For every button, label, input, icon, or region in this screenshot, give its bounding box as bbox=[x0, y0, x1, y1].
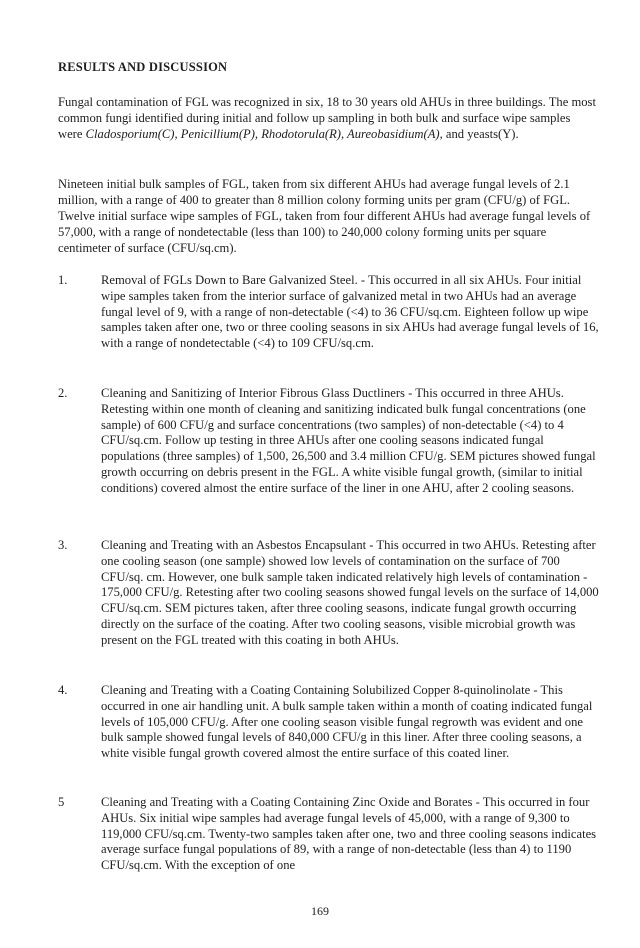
list-item-text: Removal of FGLs Down to Bare Galvanized Steel. - This occurred in all six AHUs. Four initial wipe samples taken from the interior surface of galvanized metal in two AHUs had an average fungal level of 9, with a range of non-detectable (<4) to 36 CFU/sq.cm. Eighteen follow up wipe samples taken after one, two or three cooling seasons in six AHUs had average fungal levels of 16, with a range of nondetectable (<4) to 109 CFU/sq.cm. bbox=[101, 273, 599, 351]
intro-text-before: Fungal contamination of FGL was recognized in six, 18 to 30 years old AHUs in three buildings. The most common fungi identified during initial and follow up sampling in both bulk and surface wipe samples were bbox=[58, 95, 596, 141]
list-item-1 bbox=[58, 273, 603, 352]
list-item-4 bbox=[58, 683, 603, 762]
list-item-text: Cleaning and Sanitizing of Interior Fibrous Glass Ductliners - This occurred in three AHUs. Retesting within one month of cleaning and sanitizing indicated bulk fungal concentrations (one sample) of 600 CFU/g and surface concentrations (two samples) of non-detectable (<4) to 4 CFU/sq.cm. Follow up testing in three AHUs after one cooling seasons indicated fungal populations (three samples) of 1,500, 26,500 and 3.4 million CFU/g. SEM pictures showed fungal growth occurring on debris present in the FGL. A white visible fungal growth, (similar to initial conditions) covered almost the entire surface of the liner in one AHU, after 2 cooling seasons. bbox=[101, 386, 596, 495]
section-heading: RESULTS AND DISCUSSION bbox=[58, 60, 228, 74]
list-item-text: Cleaning and Treating with an Asbestos Encapsulant - This occurred in two AHUs. Retesting after one cooling season (one sample) showed low levels of contamination on the surface of 700 CFU/sq. cm. However, one bulk sample taken indicated relatively high levels of contamination - 175,000 CFU/g. Retesting after two cooling seasons showed fungal levels on the surface of 14,000 CFU/sq.cm. SEM pictures taken, after three cooling seasons, indicate fungal growth occurring directly on the surface of the coating. After two cooling seasons, visible microbial growth was present on the FGL treated with this coating in both AHUs. bbox=[101, 538, 599, 647]
intro-text-after: and yeasts(Y). bbox=[442, 127, 519, 141]
list-item-number: 1. bbox=[58, 273, 68, 287]
list-item-2 bbox=[58, 386, 603, 497]
list-item-number: 2. bbox=[58, 386, 68, 400]
intro-paragraph bbox=[58, 94, 598, 142]
list-item-number: 5 bbox=[58, 795, 65, 809]
bulk-sample-paragraph: Nineteen initial bulk samples of FGL, taken from six different AHUs had average fungal levels of 2.1 million, with a range of 400 to greater than 8 million colony forming units per gram (CFU/g) of FGL. Twelve initial surface wipe samples of FGL, taken from four different AHUs had average fungal levels of 57,000, with a range of nondetectable (less than 100) to 240,000 colony forming units per square centimeter of surface (CFU/sq.cm). bbox=[58, 177, 591, 255]
list-item-number: 3. bbox=[58, 538, 68, 552]
list-item-text: Cleaning and Treating with a Coating Containing Zinc Oxide and Borates - This occurred in four AHUs. Six initial wipe samples had average fungal levels of 45,000, with a range of 9,300 to 119,000 CFU/sq.cm. Twenty-two samples taken after one, two and three cooling seasons indicates average surface fungal populations of 89, with a range of non-detectable (less than 4) to 1190 CFU/sq.cm. With the exception of one bbox=[101, 795, 597, 873]
fungi-names: Cladosporium(C), Penicillium(P), Rhodotorula(R), Aureobasidium(A), bbox=[85, 127, 443, 141]
page-number: 169 bbox=[311, 904, 329, 918]
list-item-5 bbox=[58, 795, 603, 874]
list-item-number: 4. bbox=[58, 683, 68, 697]
list-item-3 bbox=[58, 538, 603, 649]
list-item-text: Cleaning and Treating with a Coating Containing Solubilized Copper 8-quinolinolate - This occurred in one air handling unit. A bulk sample taken within a month of coating indicated fungal levels of 105,000 CFU/g. After one cooling season visible fungal regrowth was evident and one bulk sample showed fungal levels of 840,000 CFU/g in this liner. After three cooling seasons, a white visible fungal growth covered almost the entire surface of this coated liner. bbox=[101, 683, 593, 761]
